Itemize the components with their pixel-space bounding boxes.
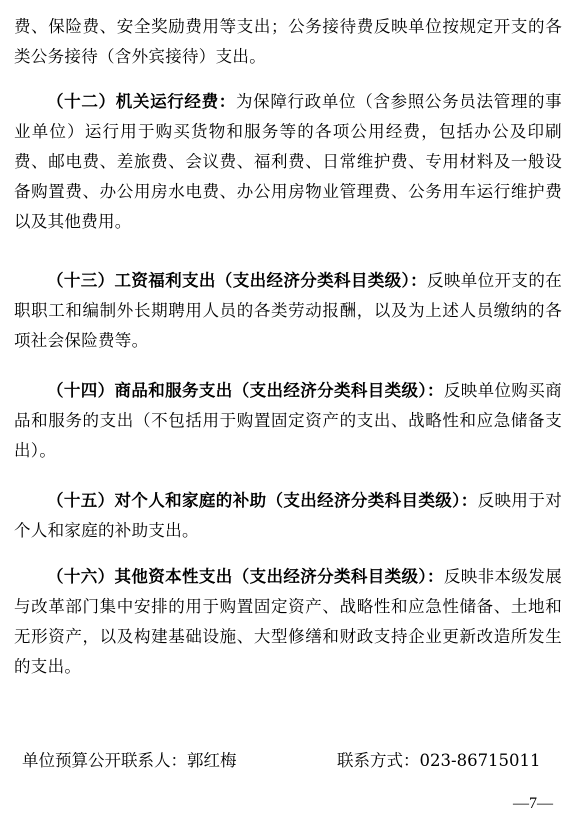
paragraph-item-15	[14, 486, 562, 546]
paragraph-lead: （十六）其他资本性支出（支出经济分类科目类级）：	[47, 567, 444, 586]
contact-person: 单位预算公开联系人：郭红梅	[22, 751, 237, 770]
paragraph-text: 反映单位购买商品和服务的支出（不包括用于购置固定资产的支出、战略性和应急储备支出）。	[14, 381, 562, 460]
paragraph-item-16	[14, 562, 562, 682]
paragraph-lead: （十二）机关运行经费：	[47, 92, 236, 111]
paragraph-text: 费、保险费、安全奖励费用等支出；公务接待费反映单位按规定开支的各类公务接待（含外宾接待）支出。	[14, 17, 562, 66]
paragraph-lead: （十四）商品和服务支出（支出经济分类科目类级）：	[47, 381, 444, 400]
paragraph-lead: （十三）工资福利支出（支出经济分类科目类级）：	[47, 271, 428, 290]
paragraph-text: 反映非本级发展与改革部门集中安排的用于购置固定资产、战略性和应急性储备、土地和无形资产，以及构建基础设施、大型修缮和财政支持企业更新改造所发生的支出。	[14, 567, 562, 676]
page-number: —7—	[513, 795, 553, 812]
contact-method: 联系方式：023-86715011	[337, 751, 541, 770]
paragraph-item-13	[14, 266, 562, 356]
paragraph-text: 为保障行政单位（含参照公务员法管理的事业单位）运行用于购买货物和服务等的各项公用经费，包括办公及印刷费、邮电费、差旅费、会议费、福利费、日常维护费、专用材料及一般设备购置费、办公用房水电费、办公用房物业管理费、公务用车运行维护费以及其他费用。	[14, 92, 562, 231]
paragraph-item-14	[14, 376, 562, 466]
paragraph-text: 反映用于对个人和家庭的补助支出。	[14, 491, 562, 540]
paragraph-item-12	[14, 87, 562, 237]
paragraph-lead: （十五）对个人和家庭的补助（支出经济分类科目类级）：	[47, 491, 478, 510]
paragraph-text: 反映单位开支的在职职工和编制外长期聘用人员的各类劳动报酬，以及为上述人员缴纳的各项社会保险费等。	[14, 271, 563, 350]
paragraph-continued	[14, 12, 562, 72]
